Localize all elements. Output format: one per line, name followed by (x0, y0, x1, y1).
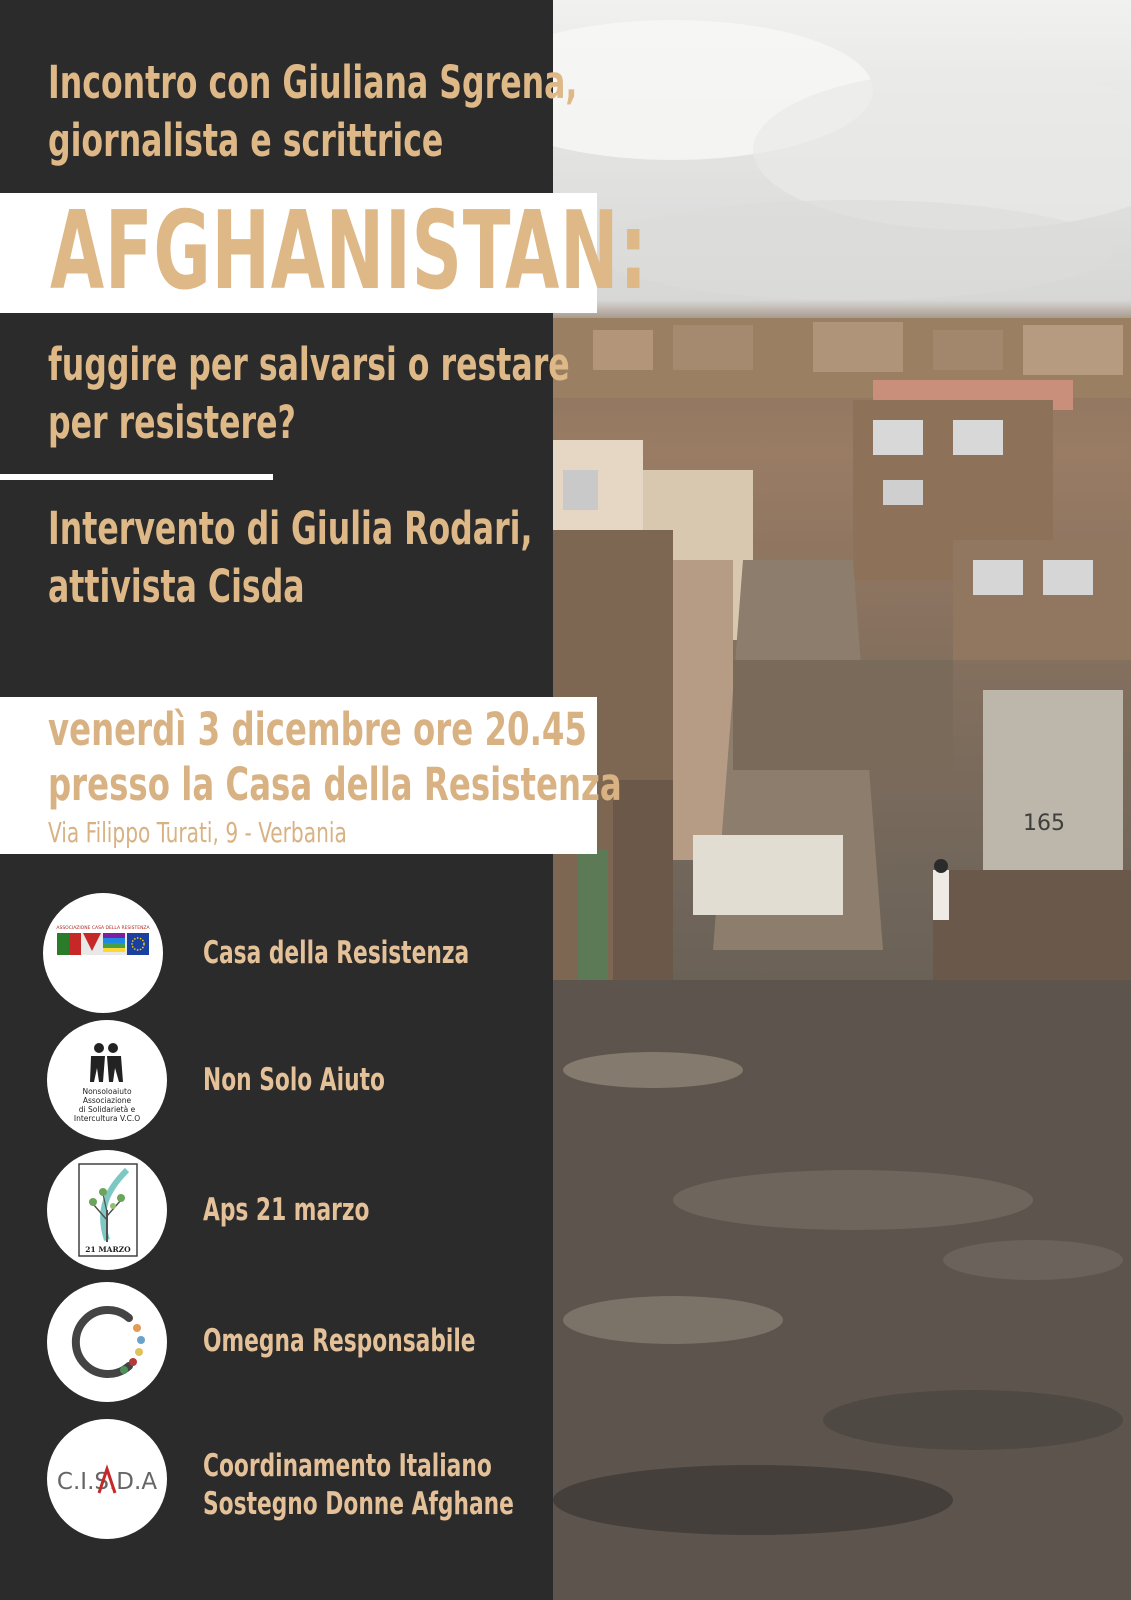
event-address: Via Filippo Turati, 9 - Verbania (48, 816, 347, 849)
nonsoloaiuto-logo-text-1: Nonsoloaiuto (82, 1087, 132, 1096)
org-aps-21-marzo: Aps 21 marzo (203, 1192, 370, 1228)
org-omegna-responsabile: Omegna Responsabile (203, 1323, 476, 1359)
org-casa-della-resistenza: Casa della Resistenza (203, 935, 470, 971)
aps-21-marzo-logo (47, 1150, 167, 1270)
event-venue: presso la Casa della Resistenza (48, 758, 622, 811)
divider-line (0, 474, 273, 480)
org-cisda-line-1: Coordinamento Italiano (203, 1448, 492, 1484)
org-cisda-line-2: Sostegno Donne Afghane (203, 1486, 514, 1522)
page-title: AFGHANISTAN: (50, 189, 648, 314)
event-date: venerdì 3 dicembre ore 20.45 (48, 703, 587, 756)
intro-text (48, 54, 577, 170)
omegna-responsabile-logo (47, 1282, 167, 1402)
intro-line-1: Incontro con Giuliana Sgrena, (48, 56, 578, 109)
subtitle-question (48, 336, 570, 452)
casa-resistenza-logo (43, 893, 163, 1013)
cisda-logo-text: C.I.S.D.A (56, 1469, 158, 1495)
question-line-1: fuggire per salvarsi o restare (48, 338, 570, 391)
wall-graffiti: 165 (1023, 811, 1065, 836)
aps-21-marzo-logo-text: 21 MARZO (85, 1245, 131, 1254)
speaker-text (48, 500, 532, 616)
cisda-logo (47, 1419, 167, 1539)
casa-resistenza-logo-text: ASSOCIAZIONE CASA DELLA RESISTENZA (56, 926, 150, 931)
org-non-solo-aiuto: Non Solo Aiuto (203, 1062, 385, 1098)
nonsoloaiuto-logo-text-4: Intercultura V.C.O (73, 1114, 141, 1123)
nonsoloaiuto-logo-text-3: di Solidarietà e (78, 1105, 136, 1114)
nonsoloaiuto-logo (47, 1020, 167, 1140)
org-cisda (203, 1447, 514, 1523)
intro-line-2: giornalista e scrittrice (48, 114, 444, 167)
question-line-2: per resistere? (48, 396, 296, 449)
speaker-line-2: attivista Cisda (48, 560, 305, 613)
nonsoloaiuto-logo-text-2: Associazione (82, 1096, 132, 1105)
speaker-line-1: Intervento di Giulia Rodari, (48, 502, 533, 555)
